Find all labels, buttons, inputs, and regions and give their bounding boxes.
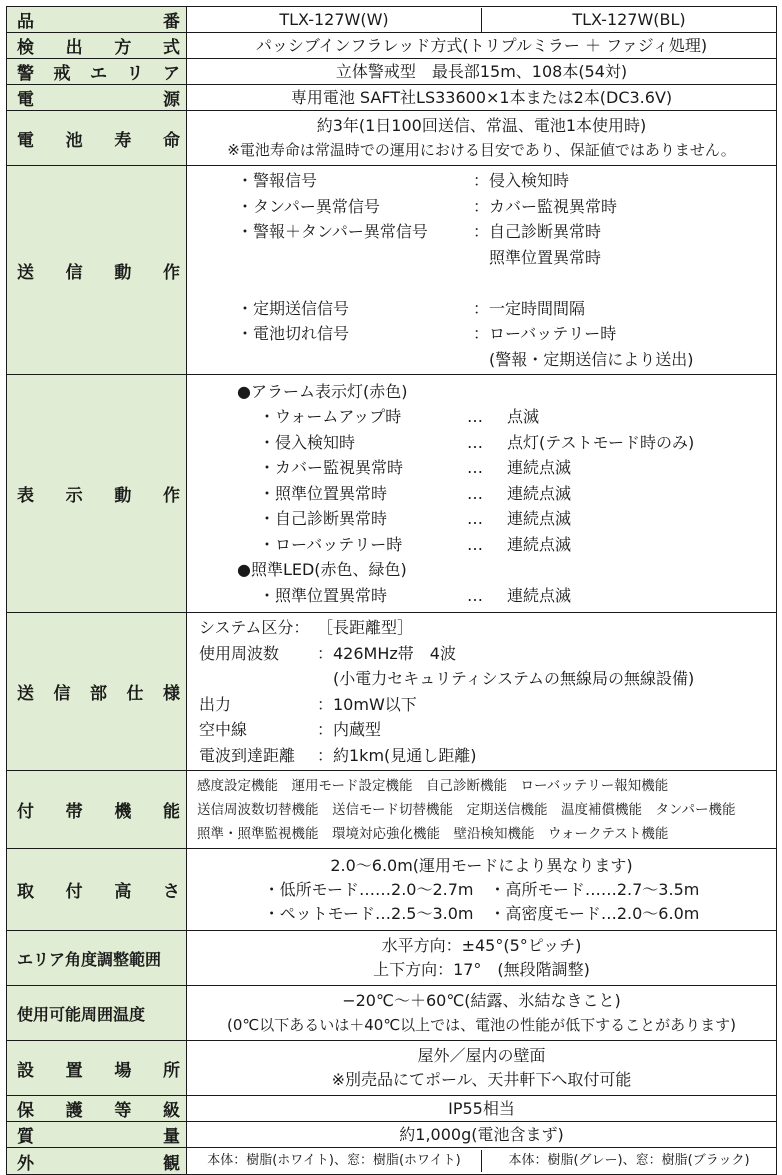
label-text: [17, 877, 180, 902]
transmit-item-value: [473, 270, 478, 296]
model-black: TLX-127W(BL): [481, 8, 776, 32]
label-text: [17, 1096, 180, 1121]
alarm-state-leader: …: [467, 407, 483, 427]
alarm-state-key: ・カバー監視異常時: [259, 458, 404, 478]
value-protect: IP55相当: [187, 1096, 777, 1122]
row-height: [7, 849, 777, 931]
label-temp: 使用可能周囲温度: [7, 986, 187, 1041]
transmit-item-value: (警報・定期送信により送出): [473, 349, 694, 369]
label-char: 寿: [114, 130, 132, 151]
label-char: 命: [162, 130, 180, 151]
transmit-item: [237, 168, 770, 194]
alarm-lamp-list: [237, 404, 770, 557]
label-char: リ: [126, 64, 144, 84]
alarm-state: [259, 506, 770, 532]
spec-item: [199, 641, 770, 667]
spec-item: [199, 666, 770, 692]
spec-table: [6, 6, 777, 1175]
label-text: [17, 7, 180, 32]
alarm-state-value: 連続点滅: [507, 483, 572, 503]
label-char: 警: [17, 64, 34, 84]
row-protect: [7, 1096, 777, 1122]
label-char: 取: [17, 882, 34, 902]
transmit-item: [237, 321, 770, 347]
row-area: [7, 59, 777, 85]
place-note: ※別売品にてポール、天井軒下へ取付可能: [331, 1070, 632, 1089]
place-wall: 屋外／屋内の壁面: [417, 1046, 546, 1065]
led-state: [259, 583, 770, 609]
alarm-state: [259, 404, 770, 430]
label-char: 保: [17, 1101, 34, 1121]
label-char: 付: [65, 882, 83, 902]
spec-item-key: 使用周波数: [199, 643, 280, 663]
label-char: 動: [114, 262, 132, 283]
row-features: [7, 771, 777, 849]
led-state-key: ・照準位置異常時: [259, 585, 388, 605]
label-transmit: [7, 166, 187, 375]
transmit-item-value: 照準位置異常時: [473, 247, 602, 267]
spec-item: [199, 717, 770, 743]
label-battery: [7, 111, 187, 166]
label-char: ア: [163, 64, 180, 84]
label-char: さ: [162, 882, 180, 902]
alarm-state-value: 点滅: [507, 407, 540, 427]
label-char: 出: [65, 38, 83, 58]
label-char: 様: [163, 684, 180, 704]
transmit-item-key: ・警報信号: [237, 171, 318, 190]
label-char: 作: [162, 486, 180, 506]
label-char: 付: [17, 802, 34, 822]
transmit-item-key: ・タンパー異常信号: [237, 196, 380, 216]
label-display: [7, 375, 187, 613]
label-power: [7, 85, 187, 111]
temp-range: −20℃～＋60℃(結露、氷結なきこと): [342, 991, 621, 1010]
label-char: 帯: [65, 802, 83, 822]
alarm-state: [259, 455, 770, 481]
label-char: 量: [163, 1127, 180, 1147]
transmit-list: [237, 168, 770, 372]
label-char: 方: [114, 38, 132, 58]
label-char: 所: [162, 1060, 180, 1081]
spec-item-key: システム区分：: [199, 618, 310, 637]
row-appearance: [7, 1148, 777, 1175]
spec-item: [199, 692, 770, 718]
spec-item: [199, 743, 770, 769]
label-angle: エリア角度調整範囲: [7, 931, 187, 986]
transmit-item: [237, 219, 770, 245]
label-char: 置: [65, 1060, 83, 1081]
row-display: [7, 375, 777, 613]
label-text: [17, 59, 180, 84]
transmit-item-value: ：ローバッテリー時: [473, 324, 617, 343]
row-angle: [7, 931, 777, 986]
alarm-state-value: 点灯(テストモード時のみ): [507, 432, 695, 452]
features-line: 照準・照準監視機能 環境対応強化機能 壁沿検知機能 ウォークテスト機能: [197, 825, 669, 842]
transmit-item: [237, 194, 770, 220]
alarm-state: [259, 532, 770, 558]
aim-led-list: [237, 583, 770, 609]
row-spec: [7, 613, 777, 771]
transmit-item-key: ・警報＋タンパー異常信号: [237, 222, 428, 241]
label-char: 質: [17, 1127, 34, 1147]
label-text: [17, 1122, 180, 1147]
transmit-item-key: [237, 270, 473, 296]
label-text: [17, 797, 180, 822]
transmit-item: [237, 347, 770, 373]
transmit-item-value: ：カバー監視異常時: [473, 196, 618, 216]
value-power: 専用電池 SAFT社LS33600×1本または2本(DC3.6V): [187, 85, 777, 111]
label-char: 級: [162, 1101, 180, 1121]
label-features: [7, 771, 187, 849]
spec-item: [199, 615, 770, 641]
alarm-state-value: 連続点滅: [507, 534, 572, 554]
label-char: 電: [17, 90, 34, 110]
alarm-state-leader: …: [467, 534, 483, 554]
label-area: [7, 59, 187, 85]
row-temp: [7, 986, 777, 1041]
alarm-state: [259, 481, 770, 507]
alarm-state-key: ・侵入検知時: [259, 432, 356, 452]
alarm-state-leader: …: [467, 483, 483, 503]
appearance-black: 本体：樹脂(グレー)、窓：樹脂(ブラック): [481, 1150, 776, 1172]
label-mass: [7, 1122, 187, 1148]
label-char: 護: [65, 1101, 83, 1121]
label-text: [17, 1149, 180, 1174]
label-char: 送: [17, 684, 34, 704]
transmit-item: [237, 245, 770, 271]
features-line: 感度設定機能 運用モード設定機能 自己診断機能 ローバッテリー報知機能: [197, 777, 669, 794]
height-modes-2: ・ペットモード…2.5～3.0m ・高密度モード…2.0～6.0m: [263, 903, 700, 923]
label-char: 番: [163, 12, 180, 32]
angle-vertical: 上下方向：17° (無段階調整): [373, 960, 590, 979]
row-model: [7, 7, 777, 33]
transmit-item-value: ：一定時間間隔: [473, 298, 586, 318]
transmit-item-key: [237, 347, 473, 373]
aim-led-heading: ●照準LED(赤色、緑色): [237, 560, 407, 580]
label-text: [17, 679, 180, 704]
alarm-state-leader: …: [467, 458, 483, 478]
transmit-item-key: [237, 245, 473, 271]
label-char: 部: [90, 684, 107, 704]
label-protect: [7, 1096, 187, 1122]
alarm-state-key: ・照準位置異常時: [259, 483, 388, 503]
transmit-item: [237, 296, 770, 322]
label-char: 能: [162, 802, 180, 822]
spec-item-key: 電波到達距離: [199, 745, 296, 765]
row-transmit: [7, 166, 777, 375]
height-range: 2.0～6.0m(運用モードにより異なります): [330, 855, 633, 875]
model-white: TLX-127W(W): [279, 9, 389, 29]
row-power: [7, 85, 777, 111]
label-detection: [7, 33, 187, 59]
alarm-state-key: ・自己診断異常時: [259, 509, 388, 529]
features-line: 送信周波数切替機能 送信モード切替機能 定期送信機能 温度補償機能 タンパー機能: [197, 801, 736, 818]
label-place: [7, 1041, 187, 1096]
label-char: 示: [65, 486, 83, 506]
led-state-value: 連続点滅: [507, 585, 572, 605]
battery-life: 約3年(1日100回送信、常温、電池1本使用時): [316, 116, 647, 135]
height-modes-1: ・低所モード……2.0～2.7m ・高所モード……2.7～3.5m: [263, 879, 700, 899]
label-text: [17, 258, 180, 283]
temp-note: (0℃以下あるいは＋40℃以上では、電池の性能が低下することがあります): [226, 1016, 737, 1034]
alarm-state-key: ・ウォームアップ時: [259, 407, 402, 427]
alarm-state: [259, 430, 770, 456]
label-char: 設: [17, 1060, 34, 1081]
spec-item-value: ：約1km(見通し距離): [317, 745, 477, 765]
transmit-item: [237, 270, 770, 296]
row-mass: [7, 1122, 777, 1148]
label-char: 作: [162, 262, 180, 283]
spec-item-value: ［長距離型］: [317, 618, 414, 637]
label-char: 場: [114, 1060, 132, 1081]
transmitter-spec-list: [199, 615, 770, 768]
alarm-state-leader: …: [467, 509, 483, 529]
label-char: 送: [17, 262, 34, 283]
spec-item-value: (小電力セキュリティシステムの無線局の無線設備): [317, 669, 695, 688]
label-char: 式: [162, 38, 180, 58]
label-char: 動: [114, 486, 132, 506]
alarm-state-key: ・ローバッテリー時: [259, 534, 403, 554]
label-char: 高: [114, 882, 132, 902]
value-mass: 約1,000g(電池含まず): [187, 1122, 777, 1148]
transmit-item-key: ・定期送信信号: [237, 298, 350, 318]
appearance-white: 本体：樹脂(ホワイト)、窓：樹脂(ホワイト): [207, 1153, 461, 1168]
spec-item-key: [199, 666, 317, 692]
label-text: [17, 481, 180, 506]
row-place: [7, 1041, 777, 1096]
label-char: 検: [17, 38, 34, 58]
label-height: [7, 849, 187, 931]
alarm-state-value: 連続点滅: [507, 458, 572, 478]
value-detection: パッシブインフラレッド方式(トリプルミラー ＋ ファジィ処理): [187, 33, 777, 59]
label-char: 信: [53, 684, 71, 704]
label-char: 池: [65, 130, 83, 151]
label-char: 電: [17, 130, 34, 151]
label-char: 信: [65, 262, 83, 283]
row-battery: [7, 111, 777, 166]
alarm-lamp-heading: ●アラーム表示灯(赤色): [237, 381, 408, 401]
alarm-state-leader: …: [467, 432, 483, 452]
label-text: [17, 85, 180, 110]
spec-item-value: ：内蔵型: [317, 720, 382, 739]
angle-horizontal: 水平方向：±45°(5°ピッチ): [381, 936, 582, 955]
label-char: 戒: [53, 64, 71, 84]
label-char: 仕: [126, 684, 144, 704]
alarm-state-value: 連続点滅: [507, 509, 572, 529]
spec-item-value: ：426MHz帯 4波: [317, 643, 456, 663]
transmit-item-value: ：侵入検知時: [473, 171, 570, 190]
row-detection: [7, 33, 777, 59]
label-text: [17, 1056, 180, 1081]
spec-sheet: [6, 6, 776, 1175]
label-char: 等: [114, 1101, 132, 1121]
battery-note: ※電池寿命は常温時での運用における目安であり、保証値ではありません。: [227, 141, 736, 159]
label-appearance: [7, 1148, 187, 1175]
spec-item-value: ：10mW以下: [317, 694, 417, 714]
label-char: 表: [17, 486, 34, 506]
label-char: 機: [114, 802, 132, 822]
label-char: エ: [90, 64, 107, 84]
label-text: [17, 126, 180, 151]
value-area: 立体警戒型 最長部15m、108本(54対): [187, 59, 777, 85]
transmit-item-key: ・電池切れ信号: [237, 324, 350, 343]
led-state-leader: …: [467, 585, 483, 605]
label-char: 観: [163, 1153, 180, 1174]
label-spec: [7, 613, 187, 771]
spec-item-key: 出力: [199, 694, 232, 714]
label-char: 品: [17, 12, 34, 32]
label-char: 外: [17, 1153, 34, 1174]
label-model: [7, 7, 187, 33]
spec-item-key: 空中線: [199, 720, 248, 739]
label-text: [17, 33, 180, 58]
transmit-item-value: ：自己診断異常時: [473, 222, 602, 241]
label-char: 源: [163, 90, 180, 110]
